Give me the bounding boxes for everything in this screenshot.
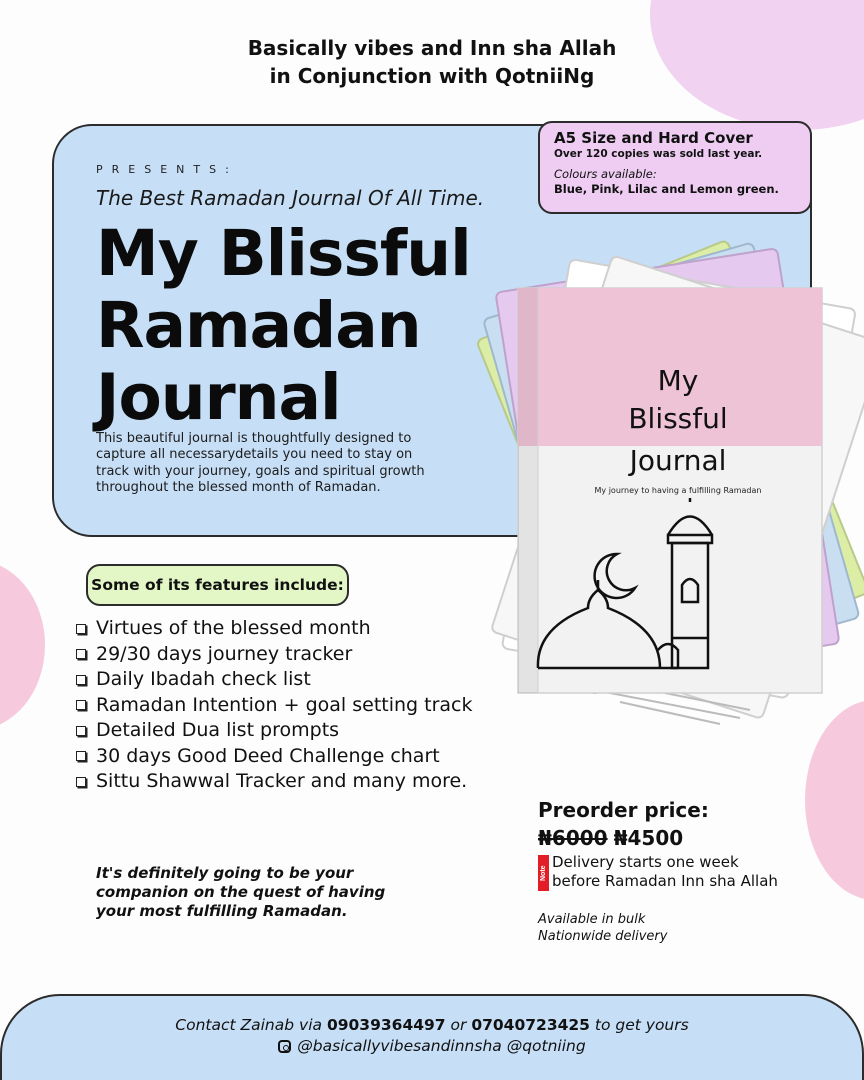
features-heading: Some of its features include: (86, 564, 349, 606)
presents-label: PRESENTS: (96, 163, 238, 176)
spec-colours: Blue, Pink, Lilac and Lemon green. (554, 182, 779, 196)
header-line-2: in Conjunction with QotniiNg (269, 64, 595, 88)
contact-suffix: to get yours (594, 1016, 689, 1034)
feature-text: Virtues of the blessed month (96, 617, 371, 639)
journal-book-illustration (420, 240, 864, 740)
social-line (278, 1036, 585, 1057)
bulk-info (538, 911, 667, 945)
feature-text: Sittu Shawwal Tracker and many more. (96, 770, 468, 792)
note-badge: Note (538, 855, 549, 891)
book-cover-line-1: My (657, 364, 699, 397)
feature-text: 30 days Good Deed Challenge chart (96, 744, 440, 767)
checkbox-bullet-icon (76, 777, 86, 787)
phone-number-2[interactable]: 07040723425 (471, 1016, 590, 1034)
checkbox-bullet-icon (76, 726, 86, 736)
note-line-2: before Ramadan Inn sha Allah (552, 872, 778, 890)
footer (0, 994, 864, 1080)
checkbox-bullet-icon (76, 700, 86, 710)
new-price: ₦4500 (613, 826, 684, 850)
feature-item (76, 718, 473, 744)
delivery-note (538, 853, 778, 891)
checkbox-bullet-icon (76, 751, 86, 761)
feature-item (76, 744, 473, 770)
title-line-3: Journal (96, 361, 341, 434)
feature-item (76, 616, 473, 642)
feature-item (76, 769, 473, 795)
hero-description: This beautiful journal is thoughtfully designed to capture all necessarydetails you need to stay on track with your journey, goals and spiritual growth throughout the blessed month of Ramadan. (96, 431, 425, 496)
features-list (76, 616, 473, 795)
book-cover-line-3: Journal (629, 444, 727, 477)
closing-statement: It's definitely going to be your companion on the quest of having your most fulfilling Ramadan. (96, 864, 386, 920)
spec-sold: Over 120 copies was sold last year. (554, 148, 763, 160)
book-subtitle: My journey to having a fulfilling Ramadan (594, 486, 762, 495)
feature-item (76, 642, 473, 668)
decorative-blob-left (0, 560, 45, 730)
spec-box (538, 121, 812, 214)
feature-text: Detailed Dua list prompts (96, 719, 340, 741)
book-cover-line-2: Blissful (628, 402, 728, 435)
spec-colours-label: Colours available: (554, 167, 657, 181)
feature-item (76, 693, 473, 719)
header-line-1: Basically vibes and Inn sha Allah (247, 36, 617, 60)
feature-text: Ramadan Intention + goal setting track (96, 693, 473, 716)
tagline: The Best Ramadan Journal Of All Time. (96, 186, 485, 210)
feature-text: 29/30 days journey tracker (96, 642, 353, 665)
feature-text: Daily Ibadah check list (96, 668, 311, 690)
note-line-1: Delivery starts one week (552, 853, 739, 871)
title-line-1: My Blissful (96, 217, 471, 290)
price-row (538, 826, 683, 850)
checkbox-bullet-icon (76, 675, 86, 685)
social-handles[interactable]: @basicallyvibesandinnsha @qotniing (297, 1037, 586, 1055)
title-line-2: Ramadan (96, 289, 421, 362)
contact-line (2, 1015, 862, 1036)
instagram-icon (278, 1040, 291, 1053)
checkbox-bullet-icon (76, 624, 86, 634)
spec-title: A5 Size and Hard Cover (554, 129, 753, 147)
contact-or: or (450, 1016, 467, 1034)
feature-item (76, 667, 473, 693)
checkbox-bullet-icon (76, 649, 86, 659)
contact-prefix: Contact Zainab via (175, 1016, 323, 1034)
note-text (552, 853, 778, 891)
phone-number-1[interactable]: 09039364497 (326, 1016, 446, 1034)
preorder-label: Preorder price: (538, 798, 709, 822)
page-header (0, 34, 864, 90)
bulk-line-2: Nationwide delivery (538, 929, 668, 944)
bulk-line-1: Available in bulk (538, 912, 646, 927)
old-price: ₦6000 (538, 826, 608, 850)
